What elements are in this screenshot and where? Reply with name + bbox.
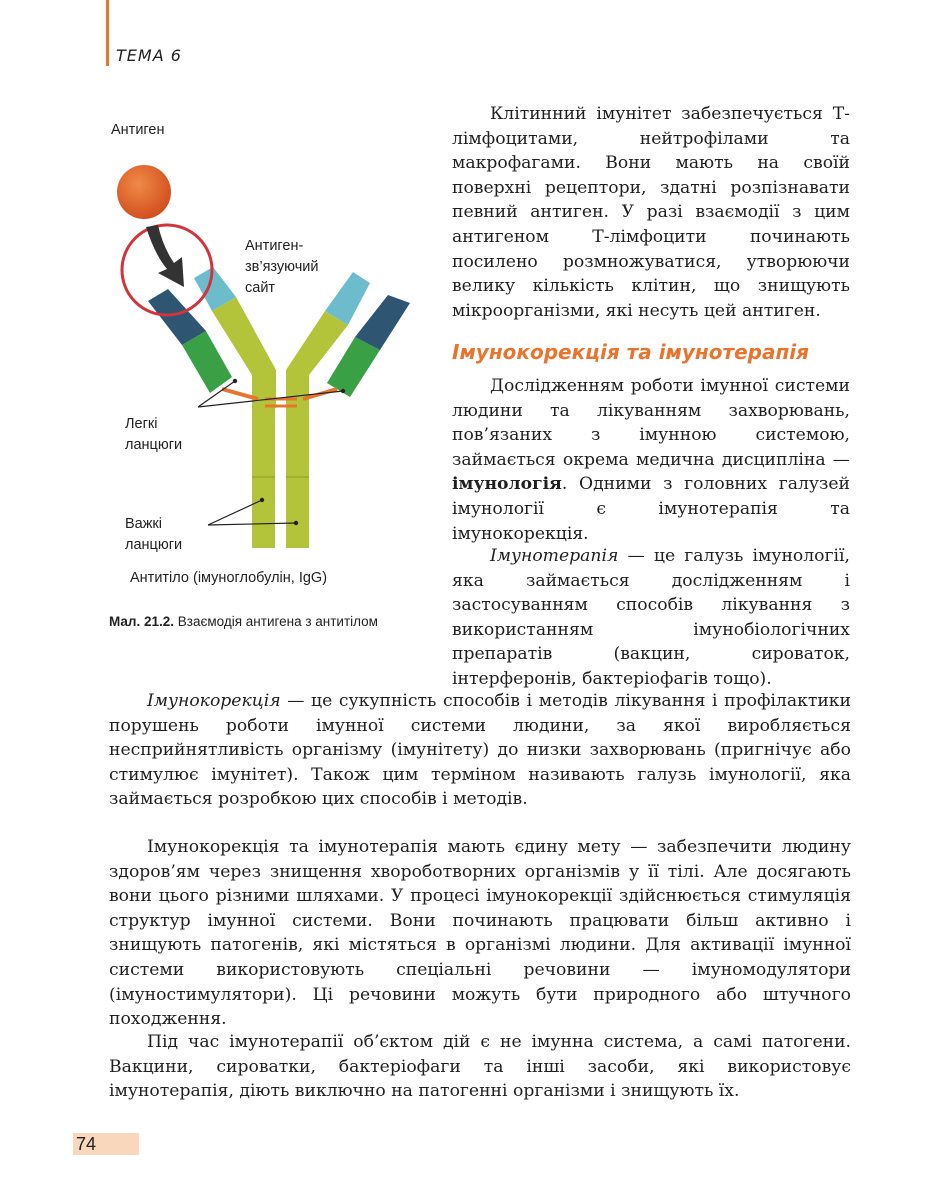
term-immunocorrection: Імунокорекція [147,691,281,711]
section-heading: Імунокорекція та імунотерапія [452,340,809,364]
paragraph-common-goal [109,835,851,1032]
paragraph-immunology [452,374,850,546]
term-immunology: імунологія [452,474,562,495]
heavy-chain-stem-left [252,408,275,548]
antibody-figure [100,105,445,645]
binding-arrow-icon [146,225,184,287]
label-antigen: Антиген [111,122,165,138]
header-accent-bar [106,0,109,66]
paragraph-pathogens-text: Під час імунотерапії об’єктом дій є не імунна система, а самі патогени. Вакцини, сироватки, бактеріофаги та інші засоби, які використовує імунотерапія, діють виключно на патогенні організми і знищують їх. [109,1032,851,1102]
label-heavy-chains: Важкі ланцюги [125,516,183,553]
heavy-chain-stem-right [286,408,309,548]
paragraph-immunocorrection [109,689,851,812]
paragraph-cellular-immunity [452,102,850,323]
paragraph-cellular-immunity-text: Клітинний імунітет забезпечується Т-лімфоцитами, нейтрофілами та макрофагами. Вони мають на своїй поверхні рецептори, здатні розпізнавати певний антиген. У разі взаємодії з цим антигеном Т-лімфоцити починають посилено розмножуватися, утворюючи велику кількість клітин, що знищують мікроорганізми, які несуть цей антиген. [452,104,850,321]
antigen-sphere [117,165,171,219]
paragraph-common-goal-text: Імунокорекція та імунотерапія мають єдину мету — забезпечити людину здоров’ям через знищення хвороботворних організмів у її тілі. Але досягають вони цього різними шляхами. У процесі імунокорекції здійснюється стимуляція структур імунної системи. Вони починають працювати більш активно і знищують патогенів, які містяться в організмі людини. Для активації імунної системи використовують спеціальні речовини — імуномодулятори (імуностимулятори). Ці речовини можуть бути природного або штучного походження. [109,837,851,1030]
term-immunotherapy: Імунотерапія [490,546,619,566]
paragraph-immunotherapy-text: — це галузь імунології, яка займається дослідженням і застосуванням способів лікування з використанням імунобіологічних препаратів (вакцин, сироваток, інтерферонів, бактеріофагів тощо). [452,546,850,689]
heavy-chain-arm-left [212,297,276,408]
paragraph-pathogens [109,1030,851,1104]
label-binding-site: Антиген- зв’язуючий сайт [245,238,319,296]
antibody-diagram [100,105,445,575]
label-antibody: Антитіло (імуноглобулін, IgG) [130,570,328,586]
header-title: ТЕМА 6 [116,46,182,65]
figure-caption-text: Взаємодія антигена з антитілом [174,614,378,629]
page-number: 74 [73,1133,139,1155]
paragraph-immunology-text: Дослідженням роботи імунної системи людини та лікуванням захворювань, пов’язаних з імунною системою, займається окрема медична дисципліна — [452,376,850,470]
paragraph-immunotherapy [452,544,850,692]
paragraph-immunology-text-end: . Одними з головних галузей імунології є імунотерапія та імунокорекція. [452,474,850,544]
figure-caption-number: Мал. 21.2. [109,614,175,629]
label-light-chains: Легкі ланцюги [125,416,183,453]
paragraph-immunocorrection-text: — це сукупність способів і методів лікування і профілактики порушень роботи імунної системи людини, за якої виробляється несприйнятливість організму (імунітету) до низки захворювань (пригнічує або стимулює імунітет). Також цим терміном називають галузь імунології, яка займається розробкою цих способів і методів. [109,691,851,810]
figure-caption [109,614,378,629]
